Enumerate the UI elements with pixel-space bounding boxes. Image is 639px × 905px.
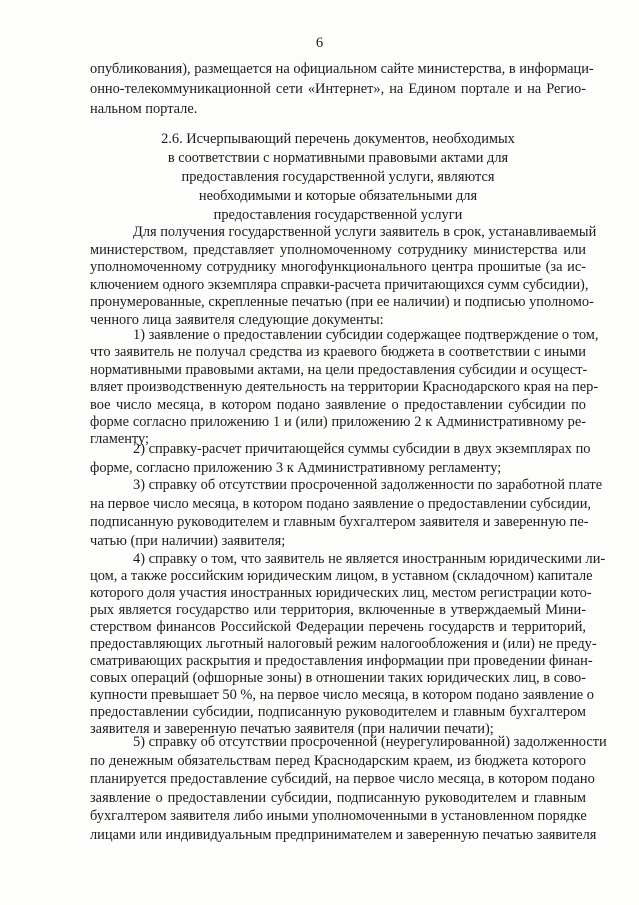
text-line: уполномоченному сотруднику многофункционального центра прошитые (за ис-	[90, 259, 586, 276]
text-line: ключением одного экземпляра справки-расчета причитающихся сумм субсидии),	[90, 276, 589, 293]
heading-line: предоставления государственной услуги, являются	[181, 169, 495, 185]
text-line: нальном портале.	[90, 101, 198, 117]
text-line: что заявитель не получал средства из краевого бюджета в соответствии с иными	[90, 344, 586, 361]
text-line: планируется предоставление субсидий, на первое число месяца, в котором подано	[90, 771, 595, 787]
text-line: 3) справку об отсутствии просроченной задолженности по заработной плате	[133, 477, 603, 493]
text-line: вое число месяца, в котором подано заявление о предоставлении субсидии по	[90, 396, 586, 413]
text-line: вляет производственную деятельность на территории Краснодарского края на пер-	[90, 379, 599, 396]
heading-line: предоставления государственной услуги	[213, 207, 463, 223]
text-line: 2) справку-расчет причитающейся суммы субсидии в двух экземплярах по	[133, 441, 591, 457]
text-line: 5) справку об отсутствии просроченной (неурегулированной) задолженности	[133, 734, 607, 750]
text-line: 1) заявление о предоставлении субсидии содержащее подтверждение о том,	[133, 327, 599, 343]
text-line: 4) справку о том, что заявитель не является иностранным юридическими ли-	[133, 551, 606, 567]
text-line: цом, а также российским юридическим лицом, в уставном (складочном) капитале	[90, 568, 593, 584]
text-line: по денежным обязательствам перед Краснодарским краем, из бюджета которого	[90, 752, 586, 769]
text-line: стерством финансов Российской Федерации перечень государств и территорий,	[90, 619, 586, 635]
text-line: бухгалтером заявителя либо иными уполномоченными в установленном порядке	[90, 808, 587, 824]
text-line: онно-телекоммуникационной сети «Интернет», на Едином портале и на Регио-	[90, 81, 586, 97]
heading-line: необходимыми и которые обязательными для	[198, 188, 478, 204]
text-line: сматривающих раскрытия и предоставления информации при проведении финан-	[90, 653, 593, 669]
heading-line: в соответствии с нормативными правовыми актами для	[167, 150, 509, 166]
text-line: министерством, представляет уполномоченному сотруднику министерства или	[90, 241, 586, 258]
heading-line: 2.6. Исчерпывающий перечень документов, необходимых	[161, 131, 515, 147]
text-line: совых операций (офшорные зоны) в отношении таких юридических лиц, в сово-	[90, 670, 586, 686]
text-line: лицами или индивидуальным предпринимателем и заверенную печатью заявителя	[90, 826, 597, 843]
text-line: нормативными правовыми актами, на цели предоставления субсидии и осущест-	[90, 361, 588, 378]
text-line: гламенту;	[90, 431, 150, 448]
text-line: форме, согласно приложению 3 к Административному регламенту;	[90, 459, 502, 476]
text-line: опубликования), размещается на официальном сайте министерства, в информаци-	[90, 61, 594, 77]
text-line: ченного лица заявителя следующие документы:	[90, 312, 384, 328]
text-line: заявителя и заверенную печатью заявителя (при наличии печати);	[90, 721, 494, 737]
text-line: на первое число месяца, в котором подано заявление о предоставлении субсидии,	[90, 495, 591, 512]
text-line: форме согласно приложению 1 и (или) приложению 2 к Административному ре-	[90, 414, 586, 430]
text-line: Для получения государственной услуги заявитель в срок, устанавливаемый	[133, 224, 597, 240]
text-line: предоставляющих льготный налоговый режим налогообложения и (или) не преду-	[90, 636, 597, 652]
text-line: подписанную руководителем и главным бухгалтером заявителя и заверенную пе-	[90, 514, 589, 530]
text-line: заявление о предоставлении субсидии, подписанную руководителем и главным	[90, 789, 586, 806]
text-line: пронумерованные, скрепленные печатью (при ее наличии) и подписью уполномо-	[90, 294, 594, 311]
page-number: 6	[315, 35, 324, 51]
text-line: чатью (при наличии) заявителя;	[90, 532, 286, 549]
text-line: рых является государство или территория, включенные в утверждаемый Мини-	[90, 602, 586, 618]
text-line: предоставлении субсидии, подписанную руководителем и главным бухгалтером	[90, 704, 586, 720]
text-line: купности превышает 50 %, на первое число месяца, в котором подано заявление о	[90, 687, 594, 703]
text-line: которого доля участия иностранных юридических лиц, местом регистрации кото-	[90, 585, 592, 601]
